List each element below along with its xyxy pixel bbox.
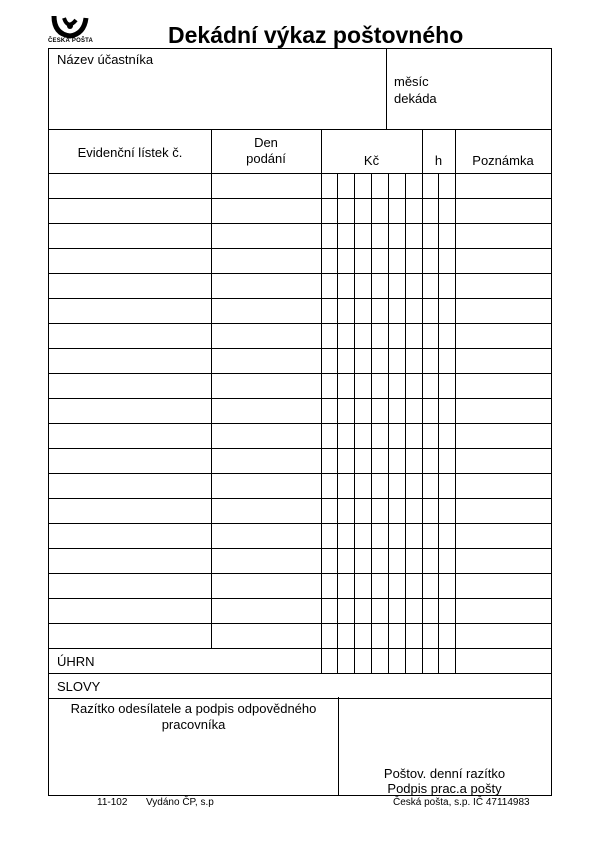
row-line [49,498,551,499]
row-line [49,248,551,249]
words-label: SLOVY [57,679,101,694]
post-stamp-line1: Poštov. denní razítko [383,766,506,781]
form-title: Dekádní výkaz poštovného [168,22,464,48]
col-header-h: h [434,153,443,168]
row-line [49,423,551,424]
row-line [49,523,551,524]
row-line [49,398,551,399]
row-line [49,648,551,649]
words-bottom-line [49,698,551,699]
sum-label: ÚHRN [57,654,95,669]
top-divider [386,49,387,129]
post-stamp-line2: Podpis prac.a pošty [387,781,502,796]
column-divider [422,129,423,673]
participant-name-label: Název účastníka [57,52,154,67]
amount-digit-divider [388,173,389,673]
row-line [49,598,551,599]
amount-digit-divider [354,173,355,673]
issued-note: Vydáno ČP, s.p [146,797,214,808]
row-line [49,298,551,299]
row-line [49,548,551,549]
row-line [49,348,551,349]
col-header-record-sheet: Evidenční lístek č. [77,145,183,160]
sum-row-divider [321,648,322,673]
row-line [49,323,551,324]
form-frame [48,48,552,796]
amount-digit-divider [438,173,439,673]
col-header-kc: Kč [363,153,380,168]
logo-text: ČESKÁ POŠTA [48,38,94,44]
row-line [49,373,551,374]
amount-digit-divider [405,173,406,673]
row-line [49,273,551,274]
company-note: Česká pošta, s.p. IČ 47114983 [393,797,530,808]
col-header-day-line1: Den [254,135,278,150]
sum-bottom-line [49,673,551,674]
sender-stamp-line1: Razítko odesílatele a podpis odpovědného [70,701,317,716]
form-number: 11-102 [97,797,128,808]
column-divider [455,129,456,648]
month-label: měsíc [394,74,429,89]
col-header-note: Poznámka [472,153,534,168]
col-header-day-line2: podání [246,151,286,166]
row-line [49,198,551,199]
row-line [49,448,551,449]
amount-digit-divider [371,173,372,673]
column-divider [211,129,212,648]
row-line [49,473,551,474]
header-bottom-line [49,173,551,174]
column-divider [321,129,322,648]
sum-row-divider [455,648,456,673]
decade-label: dekáda [394,91,437,106]
row-line [49,623,551,624]
amount-digit-divider [337,173,338,673]
sender-stamp-line2: pracovníka [161,717,226,732]
row-line [49,573,551,574]
row-line [49,223,551,224]
